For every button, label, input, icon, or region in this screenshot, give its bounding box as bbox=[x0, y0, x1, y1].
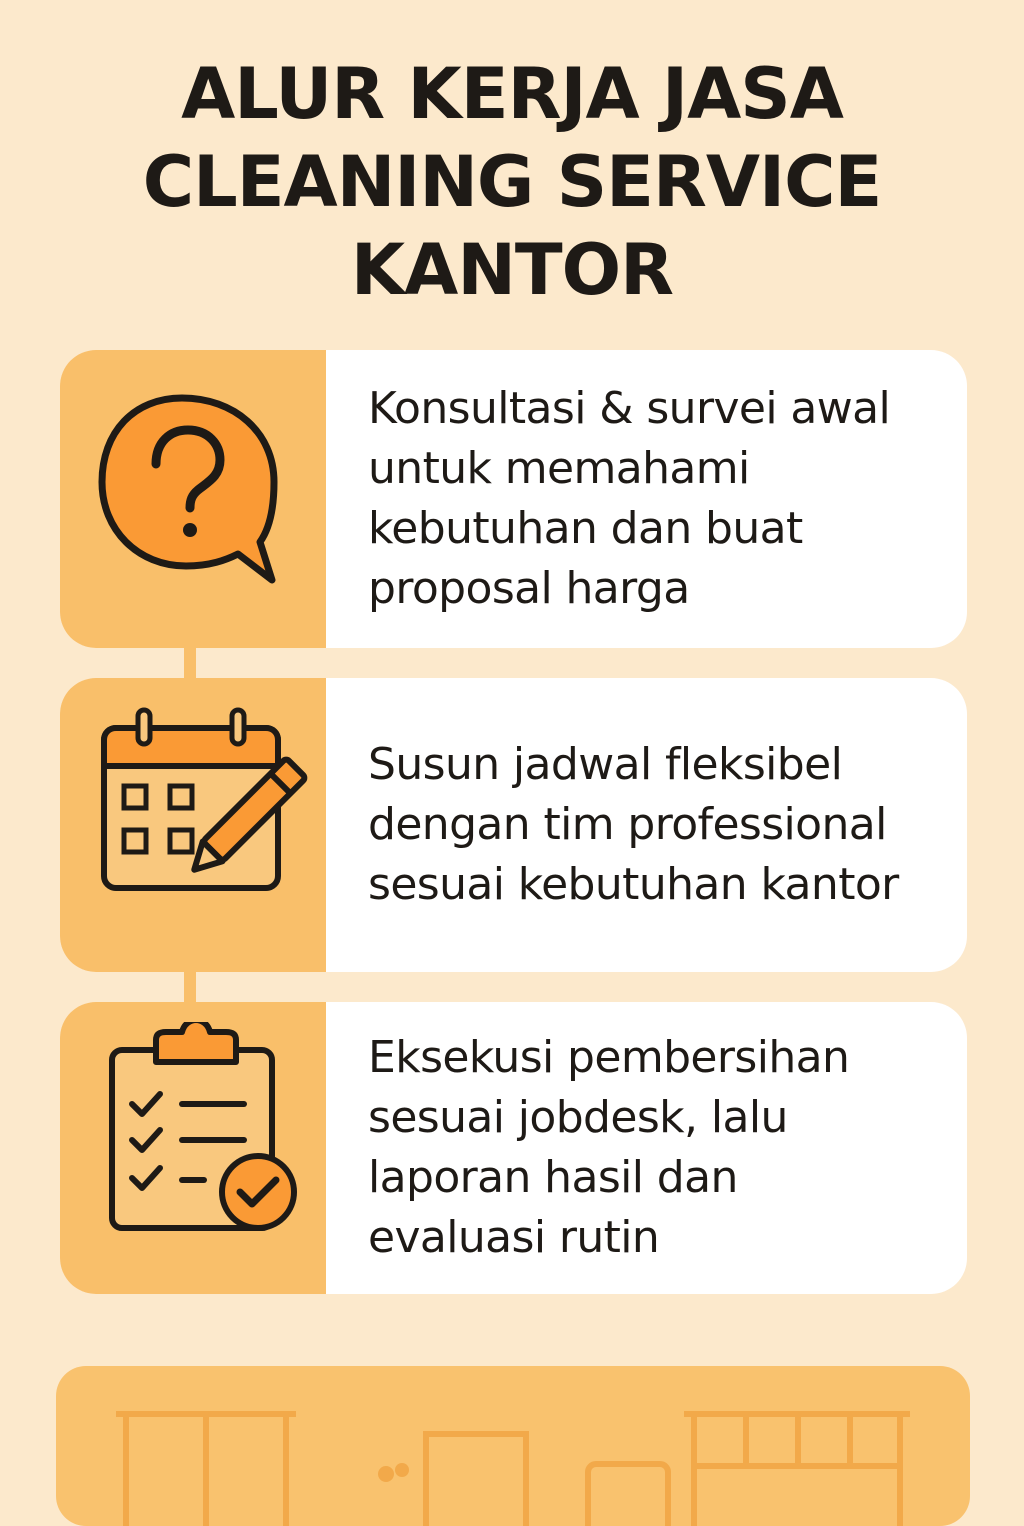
step-text: Konsultasi & survei awal untuk memahami kebutuhan dan buat proposal harga bbox=[368, 383, 891, 614]
step-text: Susun jadwal fleksibel dengan tim professional sesuai kebutuhan kantor bbox=[368, 739, 899, 910]
question-bubble-icon bbox=[94, 390, 294, 590]
step-text: Eksekusi pembersihan sesuai jobdesk, lalu laporan hasil dan evaluasi rutin bbox=[368, 1032, 850, 1263]
step-text-container bbox=[326, 350, 967, 648]
title-line-2: CLEANING SERVICE bbox=[142, 141, 882, 223]
step-text-container bbox=[326, 1002, 967, 1294]
title-line-1: ALUR KERJA JASA bbox=[181, 53, 843, 135]
title-line-3: KANTOR bbox=[350, 229, 674, 311]
office-furniture-illustration bbox=[56, 1366, 970, 1526]
step-icon-panel bbox=[60, 678, 326, 972]
step-card bbox=[60, 1002, 967, 1294]
step-card bbox=[60, 350, 967, 648]
step-card bbox=[60, 678, 967, 972]
calendar-edit-icon bbox=[98, 706, 308, 896]
clipboard-checklist-icon bbox=[104, 1022, 314, 1242]
office-furniture-illustration-art bbox=[56, 1366, 970, 1526]
page-title bbox=[0, 50, 1024, 314]
step-text-container bbox=[326, 678, 967, 972]
step-icon-panel bbox=[60, 1002, 326, 1294]
step-icon-panel bbox=[60, 350, 326, 648]
